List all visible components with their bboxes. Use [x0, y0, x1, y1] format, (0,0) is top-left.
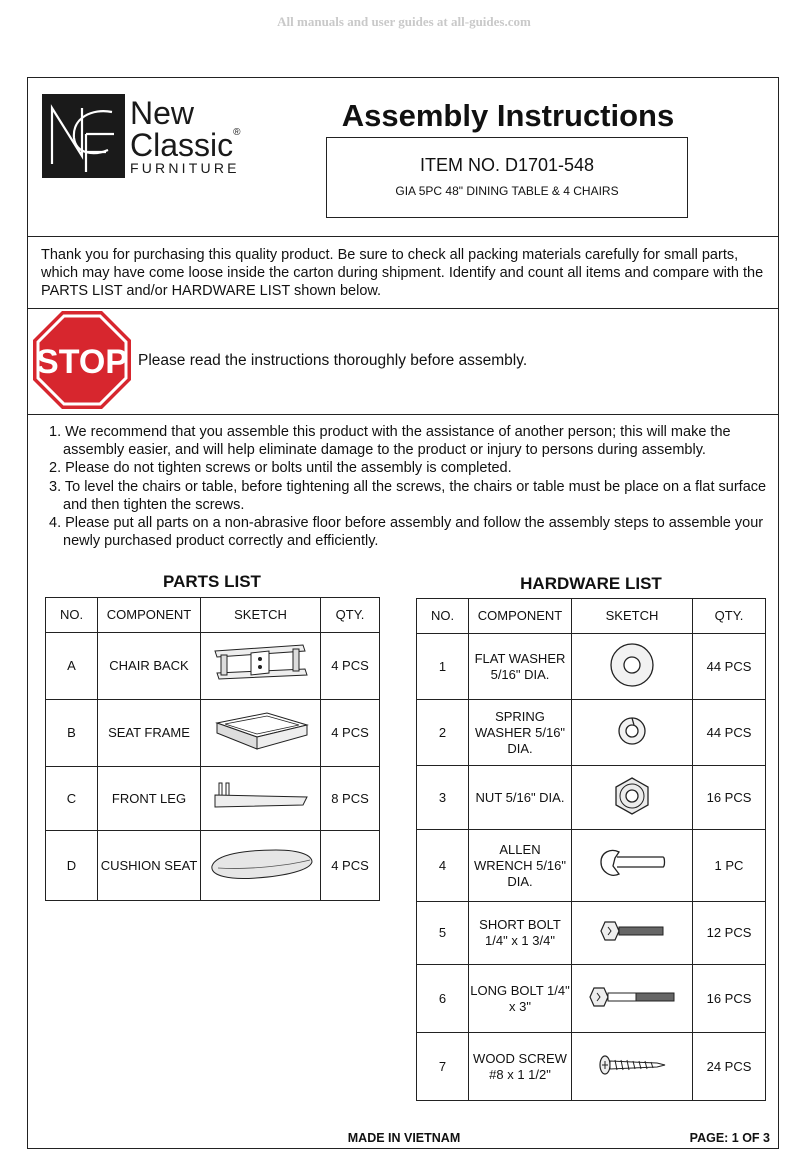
part-qty: 4 PCS [321, 700, 380, 767]
made-in-label: MADE IN VIETNAM [347, 1131, 461, 1145]
hardware-qty: 16 PCS [693, 766, 766, 830]
header-cell: COMPONENT [98, 598, 201, 633]
hardware-component: SHORT BOLT 1/4" x 1 3/4" [469, 902, 572, 965]
table-row [46, 767, 380, 831]
table-row [417, 634, 766, 700]
header-cell: SKETCH [572, 599, 693, 634]
logo-classic-text: Classic [130, 127, 234, 163]
part-qty: 4 PCS [321, 831, 380, 901]
instruction-sheet [27, 77, 779, 1149]
wood-screw-icon [572, 1033, 693, 1101]
assembly-notes [41, 423, 771, 550]
hardware-component: NUT 5/16" DIA. [469, 766, 572, 830]
table-row [417, 965, 766, 1033]
hardware-qty: 44 PCS [693, 634, 766, 700]
cushion-seat-sketch-icon [201, 831, 321, 901]
watermark: All manuals and user guides at all-guides.com [277, 14, 531, 29]
table-row [46, 633, 380, 700]
hardware-qty: 16 PCS [693, 965, 766, 1033]
hardware-no: 3 [417, 766, 469, 830]
table-row [417, 902, 766, 965]
part-component: CUSHION SEAT [98, 831, 201, 901]
hardware-component: SPRING WASHER 5/16" DIA. [469, 700, 572, 766]
stop-sign-icon [32, 310, 132, 415]
table-header-row [46, 598, 380, 633]
logo-word-new: New [130, 95, 195, 131]
part-component: FRONT LEG [98, 767, 201, 831]
wrench-icon [572, 830, 693, 902]
item-info-box [326, 137, 688, 218]
long-bolt-icon [572, 965, 693, 1033]
parts-list-table [45, 597, 380, 901]
item-number: ITEM NO. D1701-548 [419, 155, 595, 175]
stop-sign-text: STOP [36, 343, 128, 381]
section-divider [28, 414, 778, 415]
header-cell: QTY. [693, 599, 766, 634]
spring-washer-icon [572, 700, 693, 766]
part-no: B [46, 700, 98, 767]
table-row [417, 1033, 766, 1101]
hardware-qty: 44 PCS [693, 700, 766, 766]
note-item: 3. To level the chairs or table, before tightening all the screws, the chairs or table must be place on a flat surface and then tighten the screws. [49, 478, 767, 513]
seat-frame-sketch-icon [201, 700, 321, 767]
hardware-no: 6 [417, 965, 469, 1033]
hardware-qty: 12 PCS [693, 902, 766, 965]
header-cell: COMPONENT [469, 599, 572, 634]
company-logo [42, 94, 247, 180]
note-item: 1. We recommend that you assemble this product with the assistance of another person; this will make the assembly easier, and will help eliminate damage to the product or injury to persons during assembly. [49, 424, 731, 459]
chair-back-sketch-icon [201, 633, 321, 700]
item-description: GIA 5PC 48" DINING TABLE & 4 CHAIRS [395, 184, 619, 198]
header-cell: NO. [417, 599, 469, 634]
table-row [417, 830, 766, 902]
hex-nut-icon [572, 766, 693, 830]
short-bolt-icon [572, 902, 693, 965]
hardware-component: ALLEN WRENCH 5/16" DIA. [469, 830, 572, 902]
part-no: D [46, 831, 98, 901]
table-row [417, 766, 766, 830]
ncf-monogram-logo [42, 94, 125, 178]
hardware-no: 2 [417, 700, 469, 766]
hardware-list-table [416, 598, 766, 1101]
hardware-no: 5 [417, 902, 469, 965]
note-item: 4. Please put all parts on a non-abrasive floor before assembly and follow the assembly steps to assemble your newly purchased product correctly and efficiently. [49, 515, 764, 550]
page-number: PAGE: 1 OF 3 [689, 1131, 770, 1145]
page-title: Assembly Instructions [341, 98, 675, 133]
hardware-component: WOOD SCREW #8 x 1 1/2" [469, 1033, 572, 1101]
table-row [417, 700, 766, 766]
part-qty: 8 PCS [321, 767, 380, 831]
section-divider [28, 236, 778, 237]
hardware-component: FLAT WASHER 5/16" DIA. [469, 634, 572, 700]
hardware-qty: 24 PCS [693, 1033, 766, 1101]
part-qty: 4 PCS [321, 633, 380, 700]
note-item: 2. Please do not tighten screws or bolts until the assembly is completed. [49, 460, 512, 477]
hardware-no: 4 [417, 830, 469, 902]
section-divider [28, 308, 778, 309]
header-cell: SKETCH [201, 598, 321, 633]
parts-list-title: PARTS LIST [163, 572, 261, 591]
hardware-no: 7 [417, 1033, 469, 1101]
part-no: C [46, 767, 98, 831]
table-row [46, 700, 380, 767]
header-cell: NO. [46, 598, 98, 633]
table-header-row [417, 599, 766, 634]
logo-word-classic [130, 127, 241, 164]
intro-paragraph: Thank you for purchasing this quality product. Be sure to check all packing materials carefully for small parts, which may have come loose inside the carton during shipment. Identify and count all items and compare with the PARTS LIST and/or HARDWARE LIST shown below. [41, 247, 764, 299]
stop-message: Please read the instructions thoroughly before assembly. [138, 352, 528, 369]
part-component: CHAIR BACK [98, 633, 201, 700]
header-cell: QTY. [321, 598, 380, 633]
table-row [46, 831, 380, 901]
hardware-qty: 1 PC [693, 830, 766, 902]
logo-word-furniture: FURNITURE [130, 160, 240, 176]
part-no: A [46, 633, 98, 700]
part-component: SEAT FRAME [98, 700, 201, 767]
hardware-component: LONG BOLT 1/4" x 3" [469, 965, 572, 1033]
hardware-list-title: HARDWARE LIST [520, 574, 662, 593]
hardware-no: 1 [417, 634, 469, 700]
flat-washer-icon [572, 634, 693, 700]
registered-mark: ® [233, 127, 241, 138]
front-leg-sketch-icon [201, 767, 321, 831]
